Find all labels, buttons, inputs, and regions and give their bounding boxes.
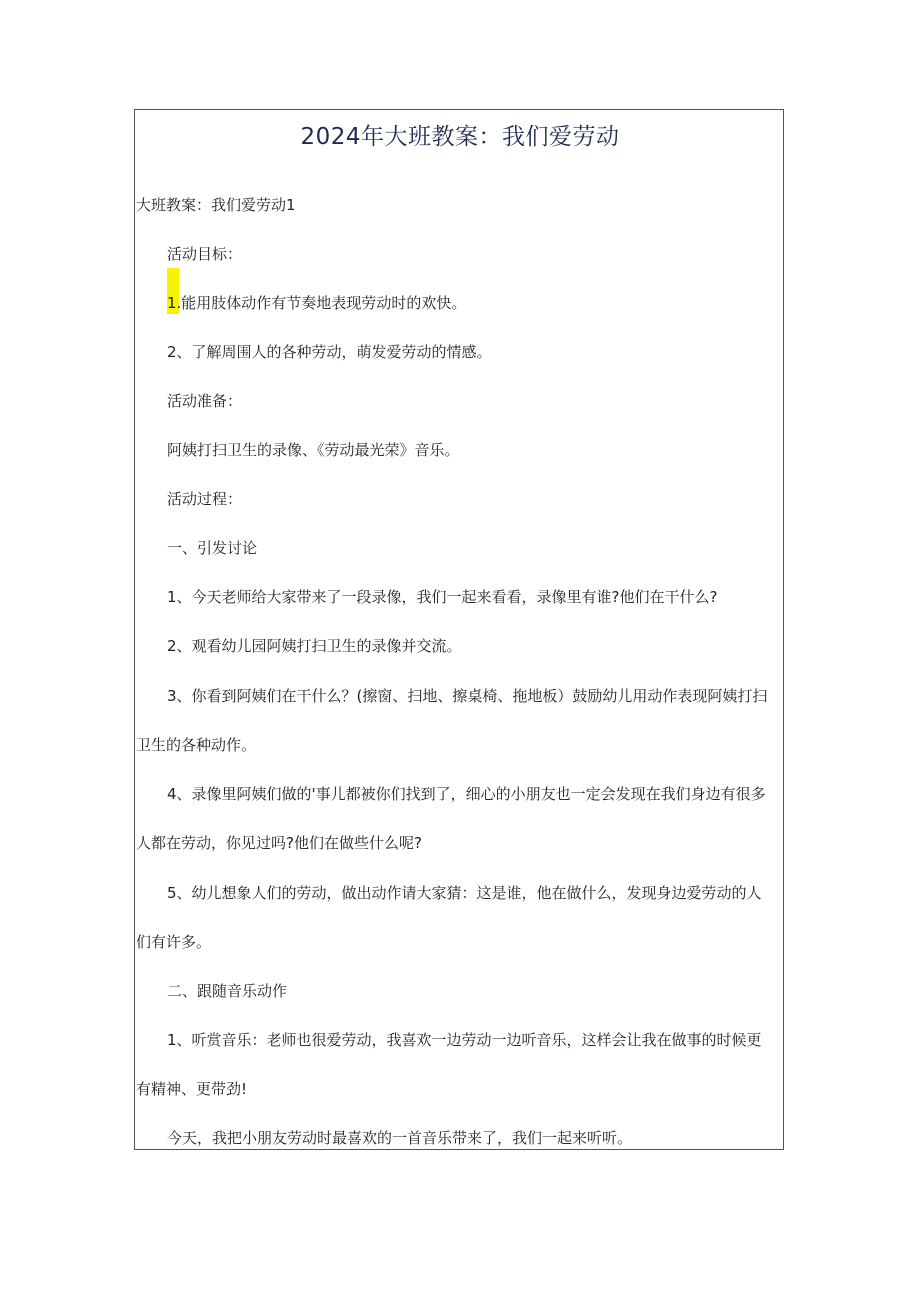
paragraph: 今天，我把小朋友劳动时最喜欢的一首音乐带来了，我们一起来听听。 (167, 1129, 633, 1147)
paragraph: 5、幼儿想象人们的劳动，做出动作请大家猜：这是谁，他在做什么，发现身边爱劳动的人 (167, 884, 762, 902)
paragraph: 一、引发讨论 (167, 539, 258, 557)
paragraph: 阿姨打扫卫生的录像、《劳动最光荣》音乐。 (167, 441, 460, 459)
paragraph: 1、今天老师给大家带来了一段录像，我们一起来看看，录像里有谁?他们在干什么? (167, 588, 718, 606)
page-title: 2024年大班教案：我们爱劳动 (300, 124, 620, 150)
paragraph: 1.能用肢体动作有节奏地表现劳动时的欢快。 (167, 294, 467, 312)
paragraph: 4、录像里阿姨们做的'事儿都被你们找到了，细心的小朋友也一定会发现在我们身边有很多 (167, 785, 766, 803)
paragraph: 活动过程： (167, 490, 243, 508)
section-heading: 大班教案：我们爱劳动1 (136, 196, 296, 214)
paragraph: 二、跟随音乐动作 (167, 982, 288, 1000)
paragraph: 1、听赏音乐：老师也很爱劳动，我喜欢一边劳动一边听音乐，这样会让我在做事的时候更 (167, 1031, 762, 1049)
paragraph-continuation: 们有许多。 (136, 933, 212, 951)
paragraph: 活动目标： (167, 245, 243, 263)
paragraph-continuation: 有精神、更带劲! (136, 1080, 248, 1098)
paragraph-continuation: 卫生的各种动作。 (136, 736, 257, 754)
paragraph-continuation: 人都在劳动，你见过吗?他们在做些什么呢? (136, 834, 422, 852)
paragraph: 2、观看幼儿园阿姨打扫卫生的录像并交流。 (167, 637, 462, 655)
paragraph: 活动准备： (167, 392, 243, 410)
paragraph: 2、了解周围人的各种劳动，萌发爱劳动的情感。 (167, 343, 492, 361)
paragraph: 3、你看到阿姨们在干什么？(擦窗、扫地、擦桌椅、拖地板）鼓励幼儿用动作表现阿姨打扫 (167, 687, 768, 705)
